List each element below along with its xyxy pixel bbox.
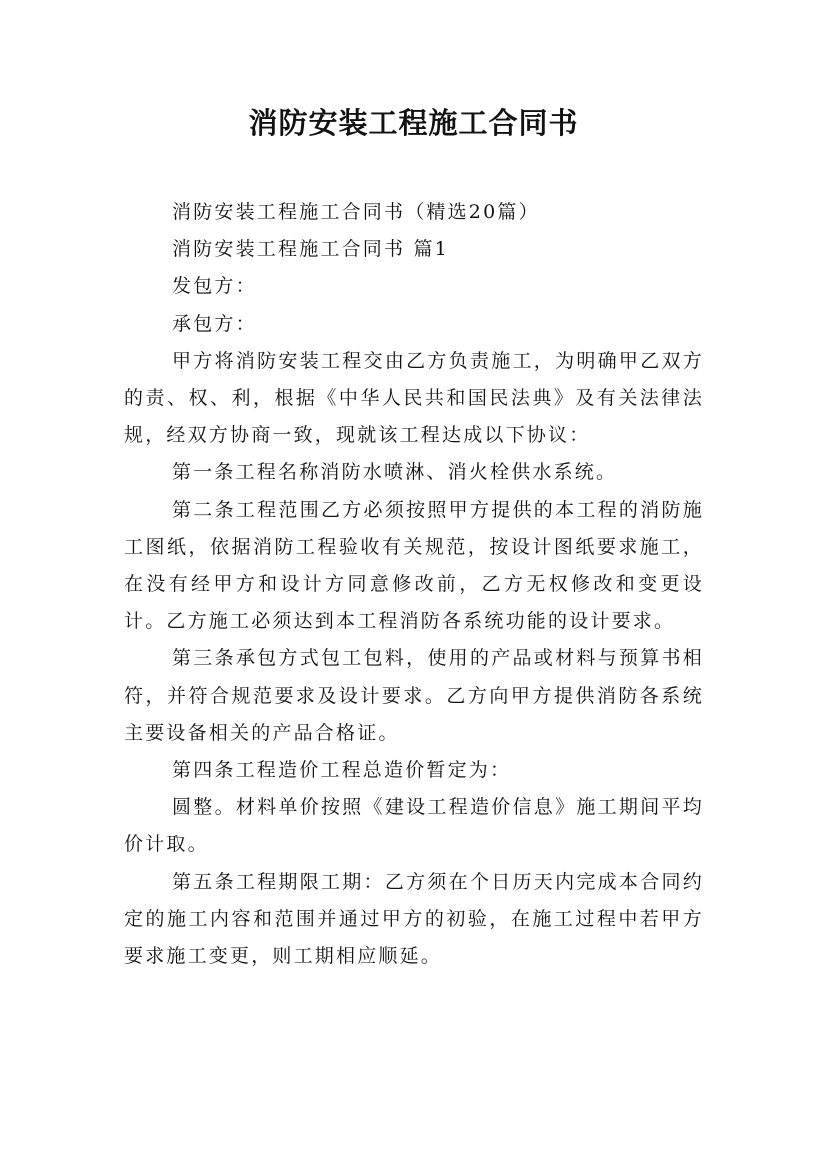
paragraph: 第四条工程造价工程总造价暂定为： xyxy=(172,759,512,782)
paragraph: 发包方： xyxy=(172,275,257,298)
paragraph: 第二条工程范围乙方必须按照甲方提供的本工程的消防施工图纸，依据消防工程验收有关规范，按设计图纸要求施工，在没有经甲方和设计方同意修改前，乙方无权修改和变更设计。乙方施工必须达到本工程消防各系统功能的设计要求。 xyxy=(124,498,704,633)
paragraph: 第五条工程期限工期：乙方须在个日历天内完成本合同约定的施工内容和范围并通过甲方的初验，在施工过程中若甲方要求施工变更，则工期相应顺延。 xyxy=(124,870,704,968)
paragraph: 甲方将消防安装工程交由乙方负责施工，为明确甲乙双方的责、权、利，根据《中华人民共和国民法典》及有关法律法规，经双方协商一致，现就该工程达成以下协议： xyxy=(124,349,704,447)
document-title: 消防安装工程施工合同书 xyxy=(248,106,579,140)
paragraph: 圆整。材料单价按照《建设工程造价信息》施工期间平均价计取。 xyxy=(124,796,704,856)
paragraph: 第三条承包方式包工包料，使用的产品或材料与预算书相符，并符合规范要求及设计要求。乙方向甲方提供消防各系统主要设备相关的产品合格证。 xyxy=(124,647,704,744)
paragraph: 第一条工程名称消防水喷淋、消火栓供水系统。 xyxy=(172,461,618,484)
document-body xyxy=(124,194,704,975)
paragraph: 消防安装工程施工合同书 篇1 xyxy=(172,238,449,261)
paragraph: 消防安装工程施工合同书（精选20篇） xyxy=(172,201,540,223)
paragraph: 承包方： xyxy=(172,312,257,335)
